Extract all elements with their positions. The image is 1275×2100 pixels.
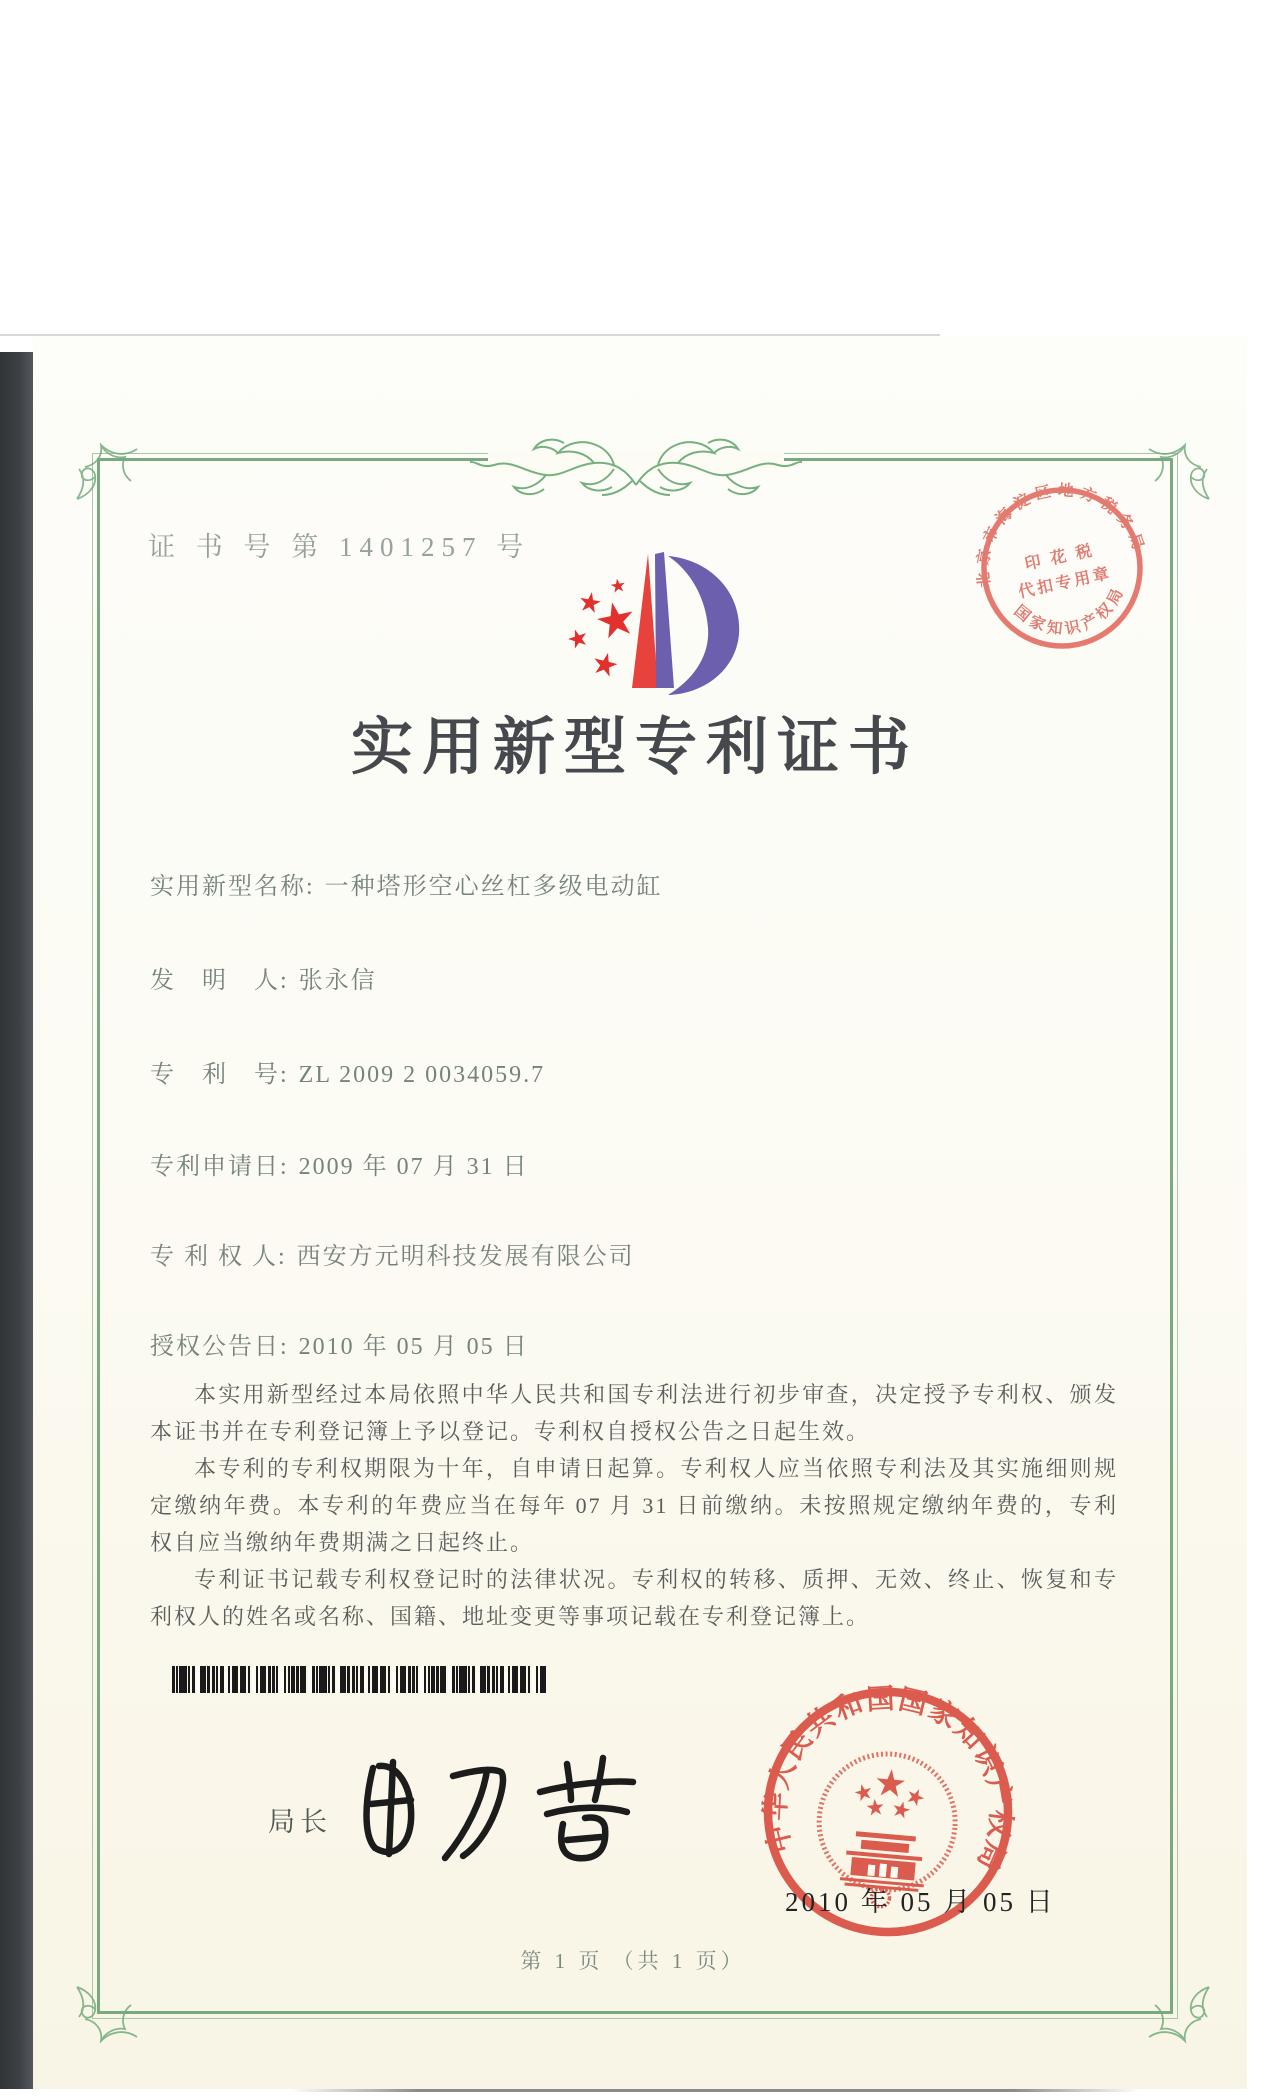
field-label: 专 利 权 人: — [150, 1244, 287, 1270]
corner-flourish-icon — [71, 1979, 145, 2053]
field-label: 发 明 人: — [150, 968, 289, 994]
field-label: 专 利 号: — [150, 1062, 289, 1088]
field-value: 2010 年 05 月 05 日 — [298, 1334, 529, 1360]
certificate-number: 证 书 号 第 1401257 号 — [148, 532, 531, 562]
certificate-title: 实用新型专利证书 — [350, 714, 919, 782]
svg-text:北京市海淀区地方税务局 — [960, 466, 1150, 591]
scan-bottom-shadow — [290, 2089, 1140, 2092]
field-value: 一种塔形空心丝杠多级电动缸 — [324, 874, 663, 900]
tax-stamp-seal — [960, 466, 1164, 670]
corner-flourish-icon — [1141, 1979, 1215, 2053]
stamp-ring-top-text: 北京市海淀区地方税务局 — [974, 481, 1149, 589]
border-ornament-icon — [466, 425, 806, 507]
legal-paragraph-2: 本专利的专利权期限为十年，自申请日起算。专利权人应当依照专利法及其实施细则规定缴纳年费。本专利的年费应当在每年 07 月 31 日前缴纳。未按照规定缴纳年费的，专利权自应当缴纳年费期满之日起终止。 — [150, 1456, 1118, 1555]
corner-flourish-icon — [71, 433, 145, 507]
seal-date: 2010 年 05 月 05 日 — [785, 1887, 1056, 1917]
barcode — [172, 1666, 548, 1693]
field-label: 专利申请日: — [150, 1154, 289, 1180]
field-value: 2009 年 07 月 31 日 — [298, 1154, 529, 1180]
certificate-paper — [33, 337, 1247, 2089]
field-label: 授权公告日: — [150, 1334, 289, 1360]
legal-text-block — [150, 1376, 1118, 1635]
scan-edge-strip — [0, 352, 33, 2089]
page-number-footer: 第 1 页 （共 1 页） — [520, 1949, 746, 1973]
field-patentee — [150, 1236, 635, 1271]
field-value: 张永信 — [298, 968, 377, 994]
stamp-center-line1: 印 花 税 — [1023, 542, 1097, 574]
field-inventor — [150, 960, 377, 995]
field-patent-number — [150, 1054, 545, 1089]
director-title-label: 局长 — [268, 1807, 332, 1837]
stamp-center-line2: 代扣专用章 — [1016, 564, 1114, 602]
signature-ink — [335, 1740, 665, 1895]
legal-paragraph-1: 本实用新型经过本局依照中华人民共和国专利法进行初步审查，决定授予专利权、颁发本证书并在专利登记簿上予以登记。专利权自授权公告之日起生效。 — [150, 1382, 1118, 1444]
sipo-logo-icon — [552, 542, 748, 704]
stamp-ring-bottom-text: 国家知识产权局 — [1010, 582, 1129, 639]
legal-paragraph-3: 专利证书记载专利权登记时的法律状况。专利权的转移、质押、无效、终止、恢复和专利权人的姓名或名称、国籍、地址变更等事项记载在专利登记簿上。 — [150, 1567, 1118, 1629]
field-value: 西安方元明科技发展有限公司 — [296, 1244, 635, 1270]
field-label: 实用新型名称: — [150, 874, 315, 900]
scan-top-edge — [0, 334, 940, 336]
seal-ring-text: 中华人民共和国国家知识产权局 — [760, 1683, 1016, 1877]
field-grant-publication-date — [150, 1326, 529, 1361]
field-value: ZL 2009 2 0034059.7 — [298, 1062, 546, 1088]
field-utility-model-name — [150, 866, 663, 901]
field-filing-date — [150, 1146, 529, 1181]
